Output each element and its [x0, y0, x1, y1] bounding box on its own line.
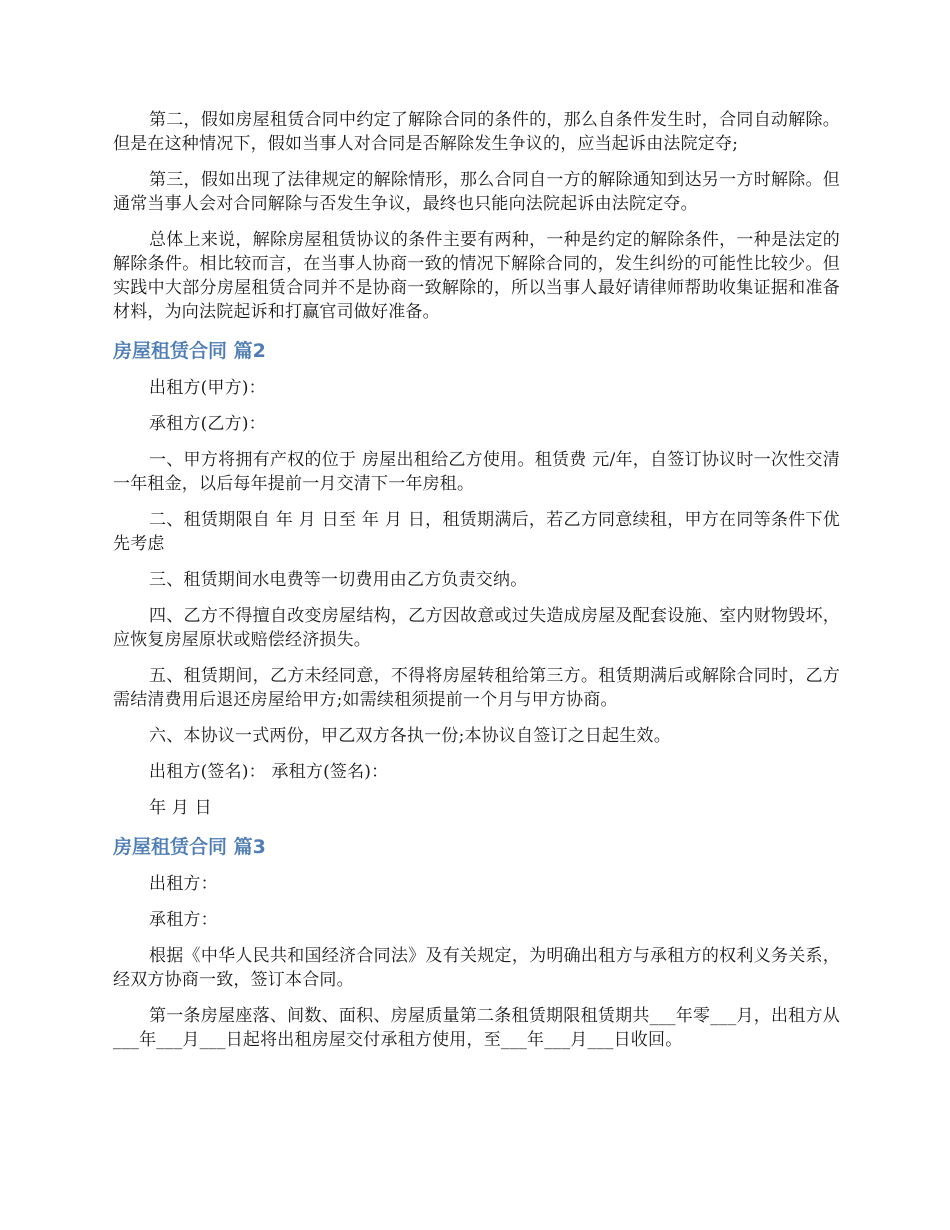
document-page [113, 108, 840, 1064]
paragraph: 总体上来说，解除房屋租赁协议的条件主要有两种，一种是约定的解除条件，一种是法定的解除条件。相比较而言，在当事人协商一致的情况下解除合同的，发生纠纷的可能性比较少。但实践中大部分房屋租赁合同并不是协商一致解除的，所以当事人最好请律师帮助收集证据和准备材料，为向法院起诉和打赢官司做好准备。 [113, 230, 840, 322]
paragraph: 第二，假如房屋租赁合同中约定了解除合同的条件的，那么自条件发生时，合同自动解除。但是在这种情况下，假如当事人对合同是否解除发生争议的，应当起诉由法院定夺; [113, 110, 840, 154]
paragraph: 根据《中华人民共和国经济合同法》及有关规定，为明确出租方与承租方的权利义务关系，经双方协商一致，签订本合同。 [113, 946, 840, 990]
paragraph: 二、租赁期限自 年 月 日至 年 月 日，租赁期满后，若乙方同意续租，甲方在同等条件下优先考虑 [113, 510, 840, 554]
paragraph: 一、甲方将拥有产权的位于 房屋出租给乙方使用。租赁费 元/年，自签订协议时一次性交清一年租金，以后每年提前一月交清下一年房租。 [113, 450, 840, 494]
paragraph: 五、租赁期间，乙方未经同意，不得将房屋转租给第三方。租赁期满后或解除合同时，乙方需结清费用后退还房屋给甲方;如需续租须提前一个月与甲方协商。 [113, 666, 840, 710]
paragraph: 四、乙方不得擅自改变房屋结构，乙方因故意或过失造成房屋及配套设施、室内财物毁坏，应恢复房屋原状或赔偿经济损失。 [113, 606, 840, 650]
paragraph: 六、本协议一式两份，甲乙双方各执一份;本协议自签订之日起生效。 [149, 726, 671, 746]
section-heading: 房屋租赁合同 篇3 [113, 836, 266, 858]
paragraph: 三、租赁期间水电费等一切费用由乙方负责交纳。 [149, 570, 528, 590]
paragraph: 第一条房屋座落、间数、面积、房屋质量第二条租赁期限租赁期共___年零___月，出租方从___年___月___日起将出租房屋交付承租方使用，至___年___月___日收回。 [113, 1006, 840, 1050]
paragraph: 第三，假如出现了法律规定的解除情形，那么合同自一方的解除通知到达另一方时解除。但通常当事人会对合同解除与否发生争议，最终也只能向法院起诉由法院定夺。 [113, 170, 840, 214]
paragraph: 承租方： [149, 910, 218, 930]
paragraph: 出租方(签名)： 承租方(签名)： [149, 762, 389, 782]
section-heading: 房屋租赁合同 篇2 [113, 340, 266, 362]
paragraph: 出租方(甲方)： [149, 378, 266, 398]
paragraph: 承租方(乙方)： [149, 414, 266, 434]
paragraph: 年 月 日 [149, 798, 212, 818]
paragraph: 出租方： [149, 874, 218, 894]
